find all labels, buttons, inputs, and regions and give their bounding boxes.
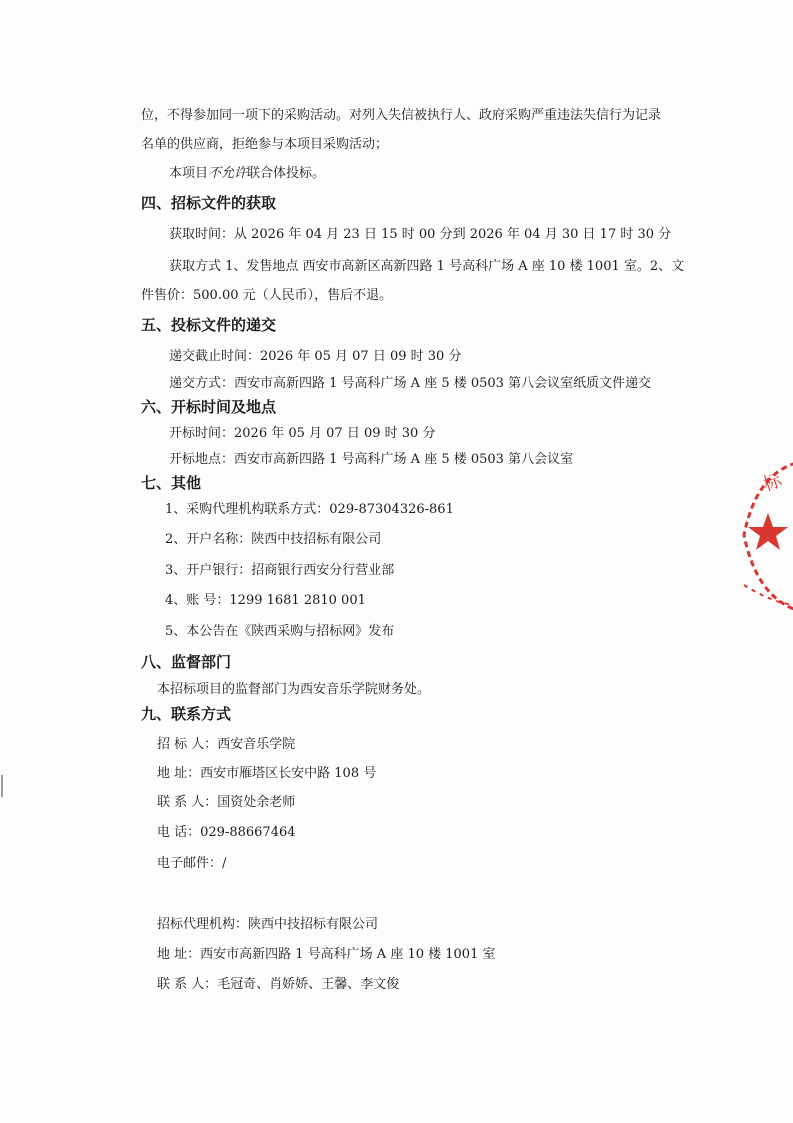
consortium-prefix: 本项目 [169, 166, 209, 181]
other-item-5: 5、本公告在《陕西采购与招标网》发布 [165, 624, 395, 639]
seal-character: 标 [760, 469, 785, 496]
agency-name-value: 陕西中技招标有限公司 [248, 917, 379, 932]
agency-address-row [157, 947, 496, 963]
agency-contact-row [157, 977, 399, 993]
section-6-heading: 六、开标时间及地点 [141, 398, 277, 416]
purchaser-email-row: 电子邮件：/ [157, 856, 227, 871]
supervision-text: 本招标项目的监督部门为西安音乐学院财务处。 [157, 682, 431, 697]
seal-star-icon [748, 513, 788, 550]
acquisition-method-1: 获取方式 1、发售地点 西安市高新区高新四路 1 号高科广场 A 座 10 楼 1001 室。2、文 [169, 259, 685, 274]
seal-lower-arc [744, 585, 793, 605]
acquisition-method-2: 件售价：500.00 元（人民币），售后不退。 [141, 288, 393, 303]
purchaser-phone-label: 电 话： [157, 825, 201, 840]
submission-method: 递交方式：西安市高新四路 1 号高科广场 A 座 5 楼 0503 第八会议室纸质文件递交 [169, 376, 652, 391]
section-9-heading: 九、联系方式 [141, 705, 232, 723]
opening-time: 开标时间：2026 年 05 月 07 日 09 时 30 分 [169, 426, 436, 441]
consortium-suffix: 联合体投标。 [247, 166, 326, 181]
intro-line-1: 位，不得参加同一项下的采购活动。对列入失信被执行人、政府采购严重违法失信行为记录 [141, 108, 662, 123]
other-item-4: 4、账 号：1299 1681 2810 001 [165, 593, 366, 608]
other-item-2: 2、开户名称：陕西中技招标有限公司 [165, 532, 382, 547]
other-item-1: 1、采购代理机构联系方式：029-87304326-861 [165, 502, 454, 517]
purchaser-address-label: 地 址： [157, 766, 201, 781]
agency-contact-value: 毛冠奇、肖娇娇、王馨、李文俊 [217, 977, 400, 992]
purchaser-phone-row [157, 825, 296, 841]
purchaser-name-row [157, 737, 295, 753]
agency-name-row [157, 917, 378, 933]
purchaser-contact-row [157, 795, 295, 811]
agency-address-label: 地 址： [157, 947, 201, 962]
section-5-heading: 五、投标文件的递交 [141, 316, 277, 334]
agency-name-label: 招标代理机构： [157, 917, 249, 932]
purchaser-contact-value: 国资处余老师 [217, 795, 296, 810]
agency-contact-label: 联 系 人： [157, 977, 218, 992]
intro-line-2: 名单的供应商，拒绝参与本项目采购活动； [141, 137, 389, 152]
scan-edge-mark [1, 775, 3, 797]
purchaser-name-value: 西安音乐学院 [217, 737, 296, 752]
other-item-3: 3、开户银行：招商银行西安分行营业部 [165, 563, 395, 578]
opening-place: 开标地点：西安市高新四路 1 号高科广场 A 座 5 楼 0503 第八会议室 [169, 452, 574, 467]
section-7-heading: 七、其他 [141, 474, 202, 492]
consortium-notice [169, 166, 325, 182]
purchaser-phone-value: 029-88667464 [200, 825, 296, 840]
section-8-heading: 八、监督部门 [141, 653, 232, 671]
consortium-status: 不允许 [208, 166, 248, 181]
agency-address-value: 西安市高新四路 1 号高科广场 A 座 10 楼 1001 室 [200, 947, 496, 962]
purchaser-address-value: 西安市雁塔区长安中路 108 号 [200, 766, 377, 781]
section-4-heading: 四、招标文件的获取 [141, 194, 277, 212]
purchaser-address-row [157, 766, 376, 782]
purchaser-contact-label: 联 系 人： [157, 795, 218, 810]
official-seal-stamp [736, 455, 793, 620]
acquisition-time: 获取时间：从 2026 年 04 月 23 日 15 时 00 分到 2026 年 04 月 30 日 17 时 30 分 [169, 227, 672, 242]
purchaser-name-label: 招 标 人： [157, 737, 218, 752]
submission-deadline: 递交截止时间：2026 年 05 月 07 日 09 时 30 分 [169, 349, 462, 364]
